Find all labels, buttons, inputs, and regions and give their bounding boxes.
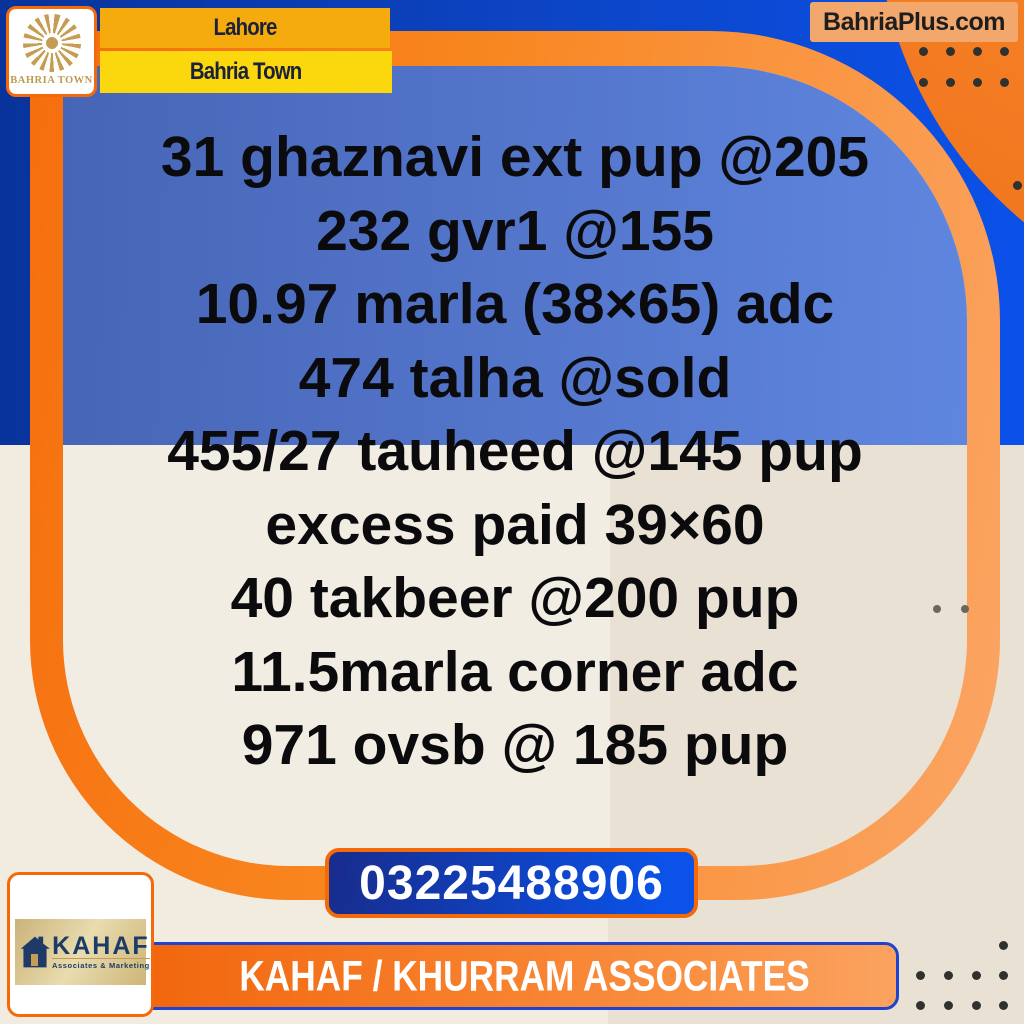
decor-dot xyxy=(999,1001,1008,1010)
phone-button[interactable] xyxy=(325,848,698,918)
kahaf-tagline: Associates & Marketing xyxy=(52,958,150,970)
decor-dot xyxy=(946,47,955,56)
decor-dot xyxy=(944,971,953,980)
listing-line: 474 talha @sold xyxy=(298,345,732,410)
listing-line: 31 ghaznavi ext pup @205 xyxy=(160,125,870,189)
house-icon xyxy=(18,936,52,968)
listing-text xyxy=(63,121,967,783)
listing-line: excess paid 39×60 xyxy=(265,492,765,557)
phone-number: 03225488906 xyxy=(359,856,664,910)
bahria-town-logo xyxy=(6,6,97,97)
listing-line: 40 takbeer @200 pup xyxy=(230,566,800,630)
house-door-icon xyxy=(31,954,38,966)
decor-dot xyxy=(1013,181,1022,190)
kahaf-name: KAHAF xyxy=(52,932,150,961)
agency-banner xyxy=(150,942,899,1010)
decor-dot xyxy=(1000,78,1009,87)
decor-dot xyxy=(933,605,941,613)
bahria-emblem-icon xyxy=(23,14,81,72)
decor-dot xyxy=(919,78,928,87)
badge-town-label: Bahria Town xyxy=(190,58,302,85)
listing-card-inner xyxy=(63,66,967,866)
badge-town xyxy=(100,51,392,93)
listing-card xyxy=(30,31,1000,900)
badge-location-label: Lahore xyxy=(213,14,277,41)
listing-line: 455/27 tauheed @145 pup xyxy=(167,419,863,483)
decor-dot xyxy=(1000,47,1009,56)
listing-line: 232 gvr1 @155 xyxy=(316,198,714,263)
agency-banner-label: KAHAF / KHURRAM ASSOCIATES xyxy=(239,951,810,1000)
decor-dot xyxy=(916,971,925,980)
decor-dot xyxy=(999,941,1008,950)
site-link-label: BahriaPlus.com xyxy=(823,7,1005,36)
decor-dot xyxy=(973,47,982,56)
bahria-logo-caption: BAHRIA TOWN xyxy=(10,75,93,86)
listing-line: 11.5marla corner adc xyxy=(231,639,799,704)
decor-dot xyxy=(916,1001,925,1010)
decor-dot xyxy=(972,971,981,980)
decor-dot xyxy=(944,1001,953,1010)
listing-line: 971 ovsb @ 185 pup xyxy=(241,713,789,777)
site-link-badge[interactable] xyxy=(810,2,1018,42)
badge-location xyxy=(100,8,390,48)
decor-dot xyxy=(919,47,928,56)
kahaf-logo-box xyxy=(7,872,154,1017)
kahaf-logo-plate xyxy=(15,919,150,985)
decor-dot xyxy=(961,605,969,613)
decor-dot xyxy=(946,78,955,87)
decor-dot xyxy=(973,78,982,87)
decor-dot xyxy=(999,971,1008,980)
listing-line: 10.97 marla (38×65) adc xyxy=(195,272,835,336)
decor-dot xyxy=(972,1001,981,1010)
